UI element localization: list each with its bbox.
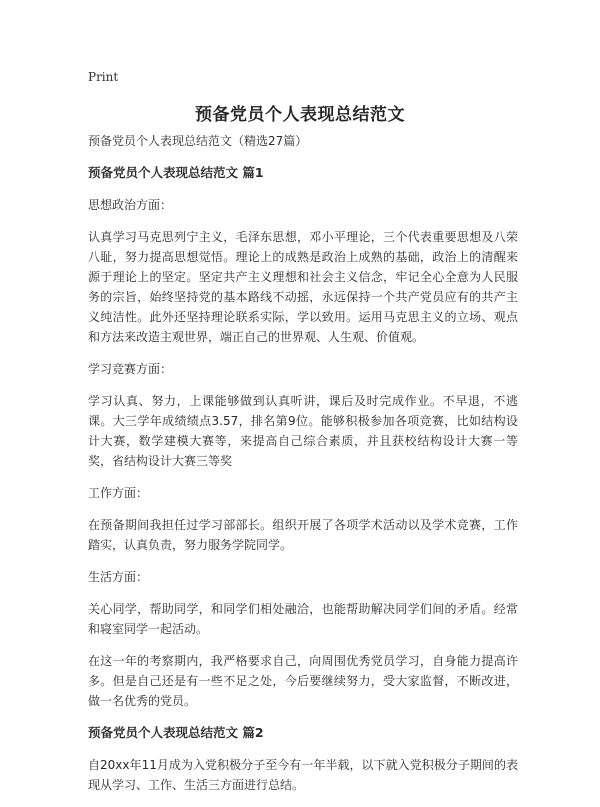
life-paragraph: 关心同学，帮助同学，和同学们相处融洽，也能帮助解决同学们间的矛盾。经常和寝室同学一起活动。 [88,602,518,636]
summary-paragraph: 在这一年的考察期内，我严格要求自己，向周围优秀党员学习，自身能力提高许多。但是自己还是有一些不足之处，今后要继续努力，受大家监督，不断改进，做一名优秀的党员。 [88,654,518,708]
article2-heading: 预备党员个人表现总结范文 篇2 [88,725,264,740]
politics-paragraph: 认真学习马克思列宁主义，毛泽东思想，邓小平理论，三个代表重要思想及八荣八耻，努力提高思想觉悟。理论上的成熟是政治上成熟的基础，政治上的清醒来源于理论上的坚定。坚定共产主义理想和社会主义信念，牢记全心全意为人民服务的宗旨，始终坚持党的基本路线不动摇，永远保持一个共产党员应有的共产主义纯洁性。此外还坚持理论联系实际，学以致用。运用马克思主义的立场、观点和方法来改造主观世界，端正自己的世界观、人生观、价值观。 [88,230,518,344]
work-paragraph: 在预备期间我担任过学习部部长。组织开展了各项学术活动以及学术竞赛，工作踏实，认真负责，努力服务学院同学。 [88,518,518,552]
work-section-label: 工作方面： [88,486,149,500]
life-section-label: 生活方面： [88,570,149,584]
study-paragraph: 学习认真、努力，上课能够做到认真听讲，课后及时完成作业。不早退，不逃课。大三学年成绩绩点3.57，排名第9位。能够积极参加各项竞赛，比如结构设计大赛，数学建模大赛等，来提高自己综合素质，并且获校结构设计大赛一等奖，省结构设计大赛三等奖 [88,394,518,468]
politics-section-label: 思想政治方面： [88,198,173,212]
document-subtitle: 预备党员个人表现总结范文（精选27篇） [88,134,308,148]
print-label: Print [88,70,119,84]
document-body [88,131,518,807]
page-title: 预备党员个人表现总结范文 [195,105,405,125]
article2-intro-paragraph: 自20xx年11月成为入党积极分子至今有一年半载，以下就入党积极分子期间的表现从学习、工作、生活三方面进行总结。 [88,758,518,792]
study-section-label: 学习竞赛方面： [88,362,173,376]
article1-heading: 预备党员个人表现总结范文 篇1 [88,165,264,180]
